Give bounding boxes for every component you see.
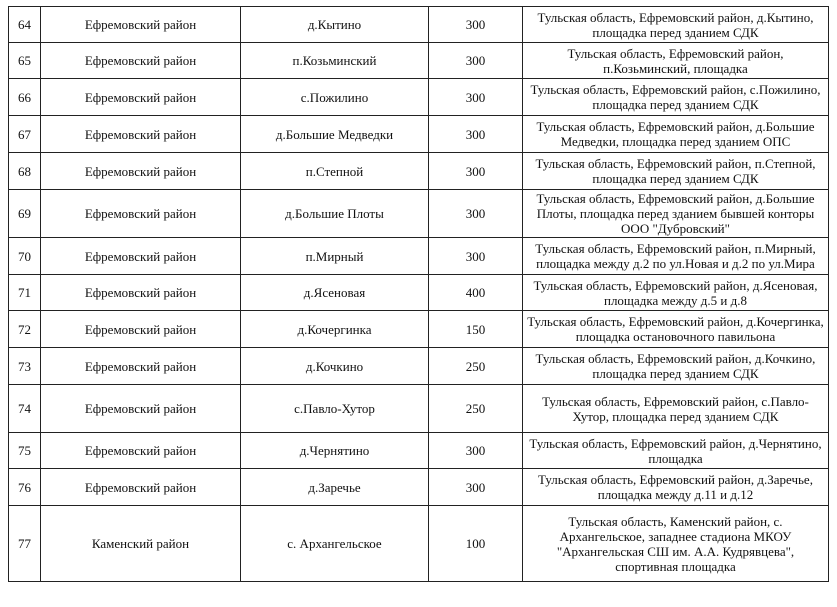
table-row [9,79,829,116]
row-number: 65 [9,43,41,79]
district-cell: Ефремовский район [41,116,241,153]
value-cell: 300 [429,43,523,79]
row-number: 69 [9,190,41,238]
settlement-cell: с.Пожилино [241,79,429,116]
row-number: 70 [9,238,41,275]
row-number: 76 [9,469,41,506]
address-cell: Тульская область, Ефремовский район, д.Большие Медведки, площадка перед зданием ОПС [523,116,829,153]
address-cell: Тульская область, Ефремовский район, д.Большие Плоты, площадка перед зданием бывшей конторы ООО "Дубровский" [523,190,829,238]
address-cell: Тульская область, Ефремовский район, с.Павло-Хутор, площадка перед зданием СДК [523,385,829,433]
table-row [9,506,829,582]
district-cell: Ефремовский район [41,433,241,469]
table-row [9,469,829,506]
address-cell: Тульская область, Ефремовский район, с.Пожилино, площадка перед зданием СДК [523,79,829,116]
district-cell: Ефремовский район [41,190,241,238]
district-cell: Ефремовский район [41,348,241,385]
district-cell: Ефремовский район [41,385,241,433]
table-row [9,385,829,433]
settlement-cell: д.Чернятино [241,433,429,469]
row-number: 73 [9,348,41,385]
value-cell: 300 [429,433,523,469]
district-cell: Ефремовский район [41,7,241,43]
table-row [9,311,829,348]
settlement-cell: п.Мирный [241,238,429,275]
value-cell: 250 [429,348,523,385]
value-cell: 150 [429,311,523,348]
address-cell: Тульская область, Ефремовский район, д.Кочергинка, площадка остановочного павильона [523,311,829,348]
table-row [9,433,829,469]
district-cell: Ефремовский район [41,79,241,116]
district-cell: Ефремовский район [41,238,241,275]
row-number: 75 [9,433,41,469]
address-cell: Тульская область, Ефремовский район, п.Козьминский, площадка [523,43,829,79]
settlement-cell: д.Ясеновая [241,275,429,311]
table-row [9,43,829,79]
table-row [9,153,829,190]
address-cell: Тульская область, Ефремовский район, п.Степной, площадка перед зданием СДК [523,153,829,190]
value-cell: 300 [429,116,523,153]
table-row [9,238,829,275]
district-cell: Каменский район [41,506,241,582]
value-cell: 300 [429,153,523,190]
table-body [9,7,829,582]
table-row [9,348,829,385]
settlement-cell: д.Кытино [241,7,429,43]
settlement-cell: с.Павло-Хутор [241,385,429,433]
address-cell: Тульская область, Ефремовский район, д.Заречье, площадка между д.11 и д.12 [523,469,829,506]
row-number: 67 [9,116,41,153]
row-number: 64 [9,7,41,43]
district-cell: Ефремовский район [41,275,241,311]
value-cell: 400 [429,275,523,311]
table-row [9,275,829,311]
settlement-cell: с. Архангельское [241,506,429,582]
value-cell: 300 [429,190,523,238]
row-number: 77 [9,506,41,582]
address-cell: Тульская область, Ефремовский район, п.Мирный, площадка между д.2 по ул.Новая и д.2 по ул.Мира [523,238,829,275]
address-cell: Тульская область, Ефремовский район, д.Кытино, площадка перед зданием СДК [523,7,829,43]
settlement-cell: д.Кочергинка [241,311,429,348]
row-number: 72 [9,311,41,348]
table-row [9,190,829,238]
value-cell: 300 [429,469,523,506]
row-number: 74 [9,385,41,433]
address-cell: Тульская область, Каменский район, с. Архангельское, западнее стадиона МКОУ "Архангельская СШ им. А.А. Кудрявцева", спортивная площадка [523,506,829,582]
settlement-cell: п.Козьминский [241,43,429,79]
table-row [9,7,829,43]
address-cell: Тульская область, Ефремовский район, д.Кочкино, площадка перед зданием СДК [523,348,829,385]
address-cell: Тульская область, Ефремовский район, д.Ясеновая, площадка между д.5 и д.8 [523,275,829,311]
value-cell: 300 [429,7,523,43]
value-cell: 100 [429,506,523,582]
settlement-cell: д.Большие Плоты [241,190,429,238]
address-cell: Тульская область, Ефремовский район, д.Чернятино, площадка [523,433,829,469]
settlement-cell: п.Степной [241,153,429,190]
value-cell: 250 [429,385,523,433]
locations-table [8,6,829,582]
district-cell: Ефремовский район [41,469,241,506]
row-number: 66 [9,79,41,116]
settlement-cell: д.Кочкино [241,348,429,385]
value-cell: 300 [429,238,523,275]
district-cell: Ефремовский район [41,43,241,79]
district-cell: Ефремовский район [41,153,241,190]
row-number: 71 [9,275,41,311]
district-cell: Ефремовский район [41,311,241,348]
settlement-cell: д.Заречье [241,469,429,506]
value-cell: 300 [429,79,523,116]
table-row [9,116,829,153]
row-number: 68 [9,153,41,190]
settlement-cell: д.Большие Медведки [241,116,429,153]
